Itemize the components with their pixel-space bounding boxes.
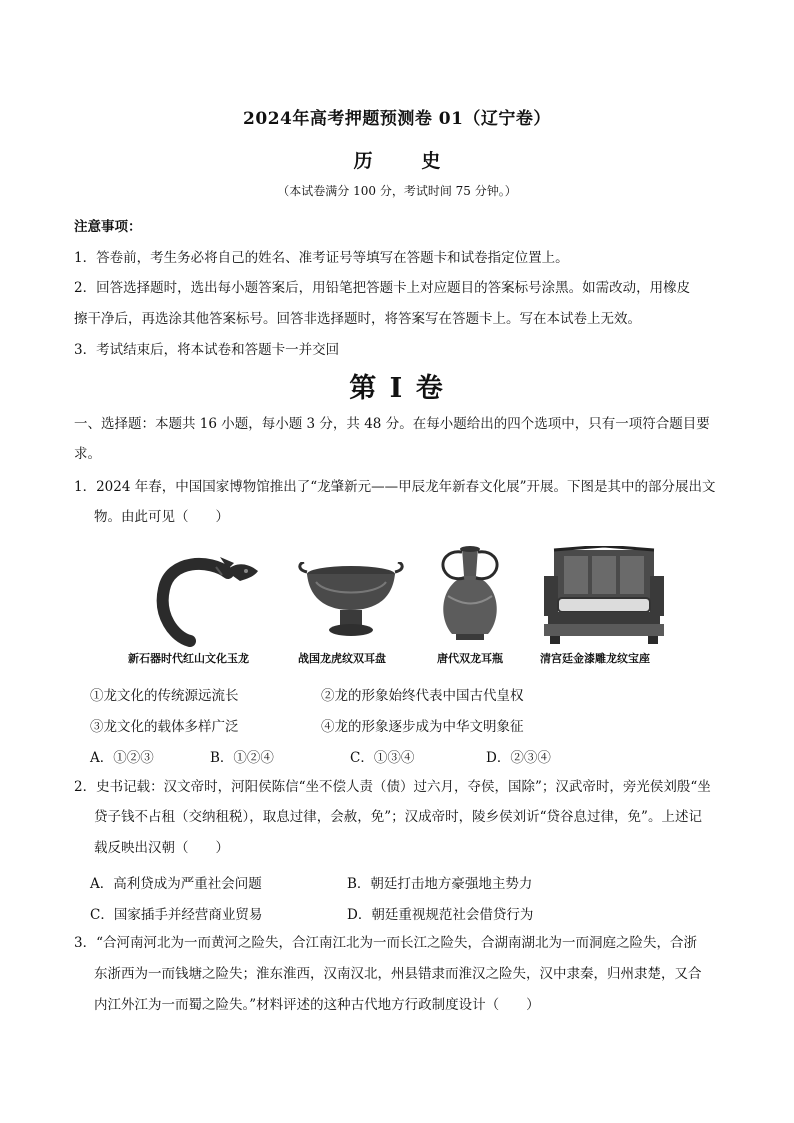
section-intro-line-2: 求。 xyxy=(74,446,101,462)
q1-stem-line-2: 物。由此可见（ ） xyxy=(94,509,229,525)
figure-caption-4: 清宫廷金漆雕龙纹宝座 xyxy=(540,652,650,665)
exam-title: 2024年高考押题预测卷 01（辽宁卷） xyxy=(243,109,551,129)
q2-stem-line-2: 贷子钱不占租（交纳租税），取息过律，会赦，免”；汉成帝时，陵乡侯刘䜣“贷谷息过律，免”。上述记 xyxy=(94,809,702,825)
q2-option-a[interactable]: A．高利贷成为严重社会问题 xyxy=(90,876,262,892)
q3-stem-line-1: 3．“合河南河北为一而黄河之险失，合江南江北为一而长江之险失，合湖南湖北为一而洞庭之险失，合浙 xyxy=(74,935,697,951)
exam-subject xyxy=(0,146,794,173)
q1-option-a[interactable]: A．①②③ xyxy=(90,750,154,766)
throne-image xyxy=(540,546,668,646)
q3-stem-line-3: 内江外江为一而蜀之险失。”材料评述的这种古代地方行政制度设计（ ） xyxy=(94,997,540,1013)
q1-stem-line-1: 1．2024 年春，中国国家博物馆推出了“龙肇新元——甲辰龙年新春文化展”开展。下图是其中的部分展出文 xyxy=(74,479,716,495)
q2-option-d[interactable]: D．朝廷重视规范社会借贷行为 xyxy=(347,907,534,923)
subject-char-1: 历 xyxy=(353,150,373,172)
q1-statement-2: ②龙的形象始终代表中国古代皇权 xyxy=(321,688,524,704)
notice-item-3: 3．考试结束后，将本试卷和答题卡一并交回 xyxy=(74,342,340,358)
figure-caption-2: 战国龙虎纹双耳盘 xyxy=(298,652,386,665)
q2-option-c[interactable]: C．国家插手并经营商业贸易 xyxy=(90,907,263,923)
q1-option-c[interactable]: C．①③④ xyxy=(350,750,415,766)
notice-heading: 注意事项： xyxy=(74,219,142,235)
q1-option-b[interactable]: B．①②④ xyxy=(210,750,274,766)
figure-caption-3: 唐代双龙耳瓶 xyxy=(437,652,503,665)
q1-statement-4: ④龙的形象逐步成为中华文明象征 xyxy=(321,719,524,735)
subject-char-2: 史 xyxy=(421,150,441,172)
jade-dragon-image xyxy=(150,555,268,647)
figure-caption-1: 新石器时代红山文化玉龙 xyxy=(128,652,249,665)
notice-item-2-line-1: 2．回答选择题时，选出每小题答案后，用铅笔把答题卡上对应题目的答案标号涂黑。如需改动，用橡皮 xyxy=(74,280,691,296)
dragon-vase-image xyxy=(430,546,510,646)
q2-stem-line-1: 2．史书记载：汉文帝时，河阳侯陈信“坐不偿人责（债）过六月，夺侯，国除”；汉武帝时，旁光侯刘殷“坐 xyxy=(74,779,711,795)
notice-item-1: 1．答卷前，考生务必将自己的姓名、准考证号等填写在答题卡和试卷指定位置上。 xyxy=(74,250,569,266)
bronze-plate-image xyxy=(296,562,406,644)
q1-statement-1: ①龙文化的传统源远流长 xyxy=(90,688,239,704)
q1-option-d[interactable]: D．②③④ xyxy=(486,750,551,766)
exam-meta: （本试卷满分 100 分，考试时间 75 分钟。） xyxy=(277,184,517,198)
notice-item-2-line-2: 擦干净后，再选涂其他答案标号。回答非选择题时，将答案写在答题卡上。写在本试卷上无效。 xyxy=(74,311,641,327)
section-intro-line-1: 一、选择题：本题共 16 小题，每小题 3 分，共 48 分。在每小题给出的四个选项中，只有一项符合题目要 xyxy=(74,416,710,432)
q2-option-b[interactable]: B．朝廷打击地方豪强地主势力 xyxy=(347,876,533,892)
q1-statement-3: ③龙文化的载体多样广泛 xyxy=(90,719,239,735)
section-title: 第 I 卷 xyxy=(349,373,445,404)
q2-stem-line-3: 载反映出汉朝（ ） xyxy=(94,840,229,856)
q3-stem-line-2: 东浙西为一而钱塘之险失；淮东淮西，汉南汉北，州县错隶而淮汉之险失，汉中隶秦，归州隶楚，又合 xyxy=(94,966,702,982)
